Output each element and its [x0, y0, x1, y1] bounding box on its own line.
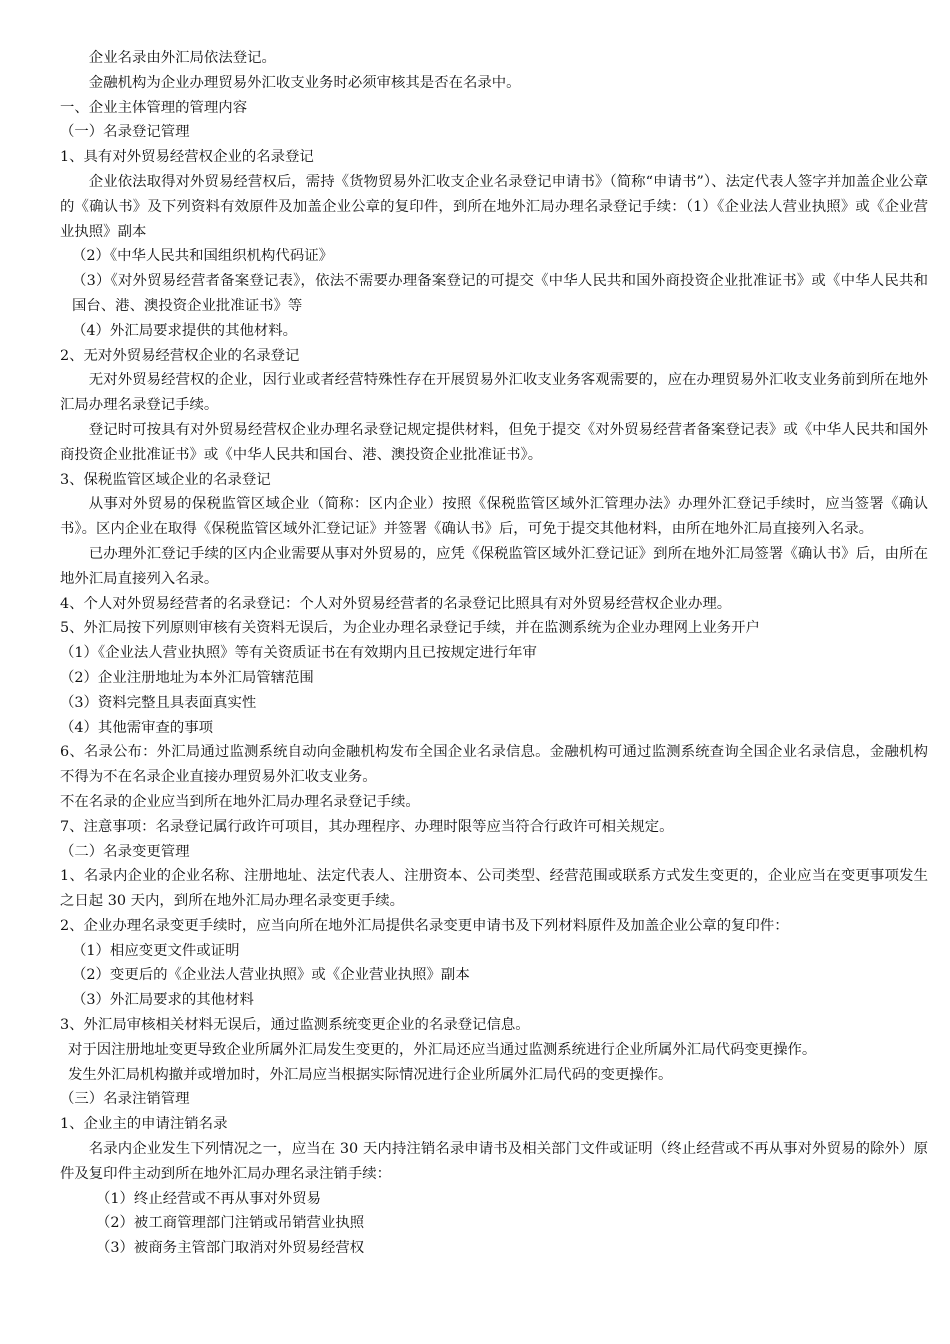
paragraph: （2）被工商管理部门注销或吊销营业执照 — [96, 1215, 365, 1232]
paragraph: 5、外汇局按下列原则审核有关资料无误后，为企业办理名录登记手续，并在监测系统为企业办理网上业务开户 — [60, 620, 760, 637]
paragraph: （二）名录变更管理 — [60, 843, 190, 860]
paragraph: （2）《中华人民共和国组织机构代码证》 — [72, 248, 333, 265]
paragraph: 2、无对外贸易经营权企业的名录登记 — [60, 347, 300, 364]
paragraph: 无对外贸易经营权的企业，因行业或者经营特殊性存在开展贸易外汇收支业务客观需要的，应在办理贸易外汇收支业务前到所在地外汇局办理名录登记手续。 — [60, 372, 928, 414]
paragraph: 已办理外汇登记手续的区内企业需要从事对外贸易的，应凭《保税监管区域外汇登记证》到所在地外汇局签署《确认书》后，由所在地外汇局直接列入名录。 — [60, 545, 928, 587]
paragraph: （一）名录登记管理 — [60, 124, 190, 141]
paragraph: 名录内企业发生下列情况之一，应当在 30 天内持注销名录申请书及相关部门文件或证明（终止经营或不再从事对外贸易的除外）原件及复印件主动到所在地外汇局办理名录注销手续： — [60, 1141, 928, 1182]
paragraph: 不在名录的企业应当到所在地外汇局办理名录登记手续。 — [60, 793, 420, 810]
paragraph: 企业名录由外汇局依法登记。 — [88, 50, 276, 66]
paragraph: 企业依法取得对外贸易经营权后，需持《货物贸易外汇收支企业名录登记申请书》（简称“申请书”）、法定代表人签字并加盖企业公章的《确认书》及下列资料有效原件及加盖企业公章的复印件，到所在地外汇局办理名录登记手续：（1）《企业法人营业执照》或《企业营业执照》副本 — [60, 173, 928, 240]
paragraph: 金融机构为企业办理贸易外汇收支业务时必须审核其是否在名录中。 — [88, 74, 521, 91]
paragraph: 3、外汇局审核相关材料无误后，通过监测系统变更企业的名录登记信息。 — [60, 1017, 530, 1034]
paragraph: 2、企业办理名录变更手续时，应当向所在地外汇局提供名录变更申请书及下列材料原件及加盖企业公章的复印件： — [60, 917, 789, 934]
paragraph: 1、名录内企业的企业名称、注册地址、法定代表人、注册资本、公司类型、经营范围或联系方式发生变更的，企业应当在变更事项发生之日起 30 天内，到所在地外汇局办理名录变更手续。 — [60, 868, 928, 910]
paragraph: （三）名录注销管理 — [60, 1091, 190, 1108]
paragraph: （1）终止经营或不再从事对外贸易 — [96, 1190, 322, 1207]
paragraph: （1）相应变更文件或证明 — [72, 942, 240, 959]
paragraph: （3）资料完整且具表面真实性 — [60, 694, 257, 711]
paragraph: 6、名录公布：外汇局通过监测系统自动向金融机构发布全国企业名录信息。金融机构可通过监测系统查询全国企业名录信息，金融机构不得为不在名录企业直接办理贸易外汇收支业务。 — [60, 744, 928, 786]
paragraph: 7、注意事项：名录登记属行政许可项目，其办理程序、办理时限等应当符合行政许可相关规定。 — [60, 818, 674, 835]
paragraph: 从事对外贸易的保税监管区域企业（简称：区内企业）按照《保税监管区域外汇管理办法》办理外汇登记手续时，应当签署《确认书》。区内企业在取得《保税监管区域外汇登记证》并签署《确认书》后，可免于提交其他材料，由所在地外汇局直接列入名录。 — [60, 496, 928, 538]
paragraph: 对于因注册地址变更导致企业所属外汇局发生变更的，外汇局还应当通过监测系统进行企业所属外汇局代码变更操作。 — [68, 1041, 817, 1058]
paragraph: （2）企业注册地址为本外汇局管辖范围 — [60, 669, 314, 686]
paragraph: 登记时可按具有对外贸易经营权企业办理名录登记规定提供材料，但免于提交《对外贸易经营者备案登记表》或《中华人民共和国外商投资企业批准证书》或《中华人民共和国台、港、澳投资企业批准证书》。 — [60, 421, 928, 463]
paragraph: （3）《对外贸易经营者备案登记表》，依法不需要办理备案登记的可提交《中华人民共和国外商投资企业批准证书》或《中华人民共和国台、港、澳投资企业批准证书》等 — [72, 273, 928, 314]
paragraph: 发生外汇局机构撤并或增加时，外汇局应当根据实际情况进行企业所属外汇局代码的变更操作。 — [68, 1066, 673, 1083]
paragraph: 4、个人对外贸易经营者的名录登记：个人对外贸易经营者的名录登记比照具有对外贸易经营权企业办理。 — [60, 595, 732, 612]
paragraph: 1、具有对外贸易经营权企业的名录登记 — [60, 149, 314, 166]
paragraph: 一、企业主体管理的管理内容 — [60, 99, 248, 116]
paragraph: 3、保税监管区域企业的名录登记 — [60, 471, 271, 488]
paragraph: （3）被商务主管部门取消对外贸易经营权 — [96, 1240, 365, 1257]
paragraph: 1、企业主的申请注销名录 — [60, 1116, 228, 1133]
paragraph: （4）外汇局要求提供的其他材料。 — [72, 322, 298, 339]
paragraph: （2）变更后的《企业法人营业执照》或《企业营业执照》副本 — [72, 967, 470, 984]
paragraph: （3）外汇局要求的其他材料 — [72, 992, 254, 1009]
paragraph: （1）《企业法人营业执照》等有关资质证书在有效期内且已按规定进行年审 — [60, 645, 537, 662]
paragraph: （4）其他需审查的事项 — [60, 719, 214, 736]
